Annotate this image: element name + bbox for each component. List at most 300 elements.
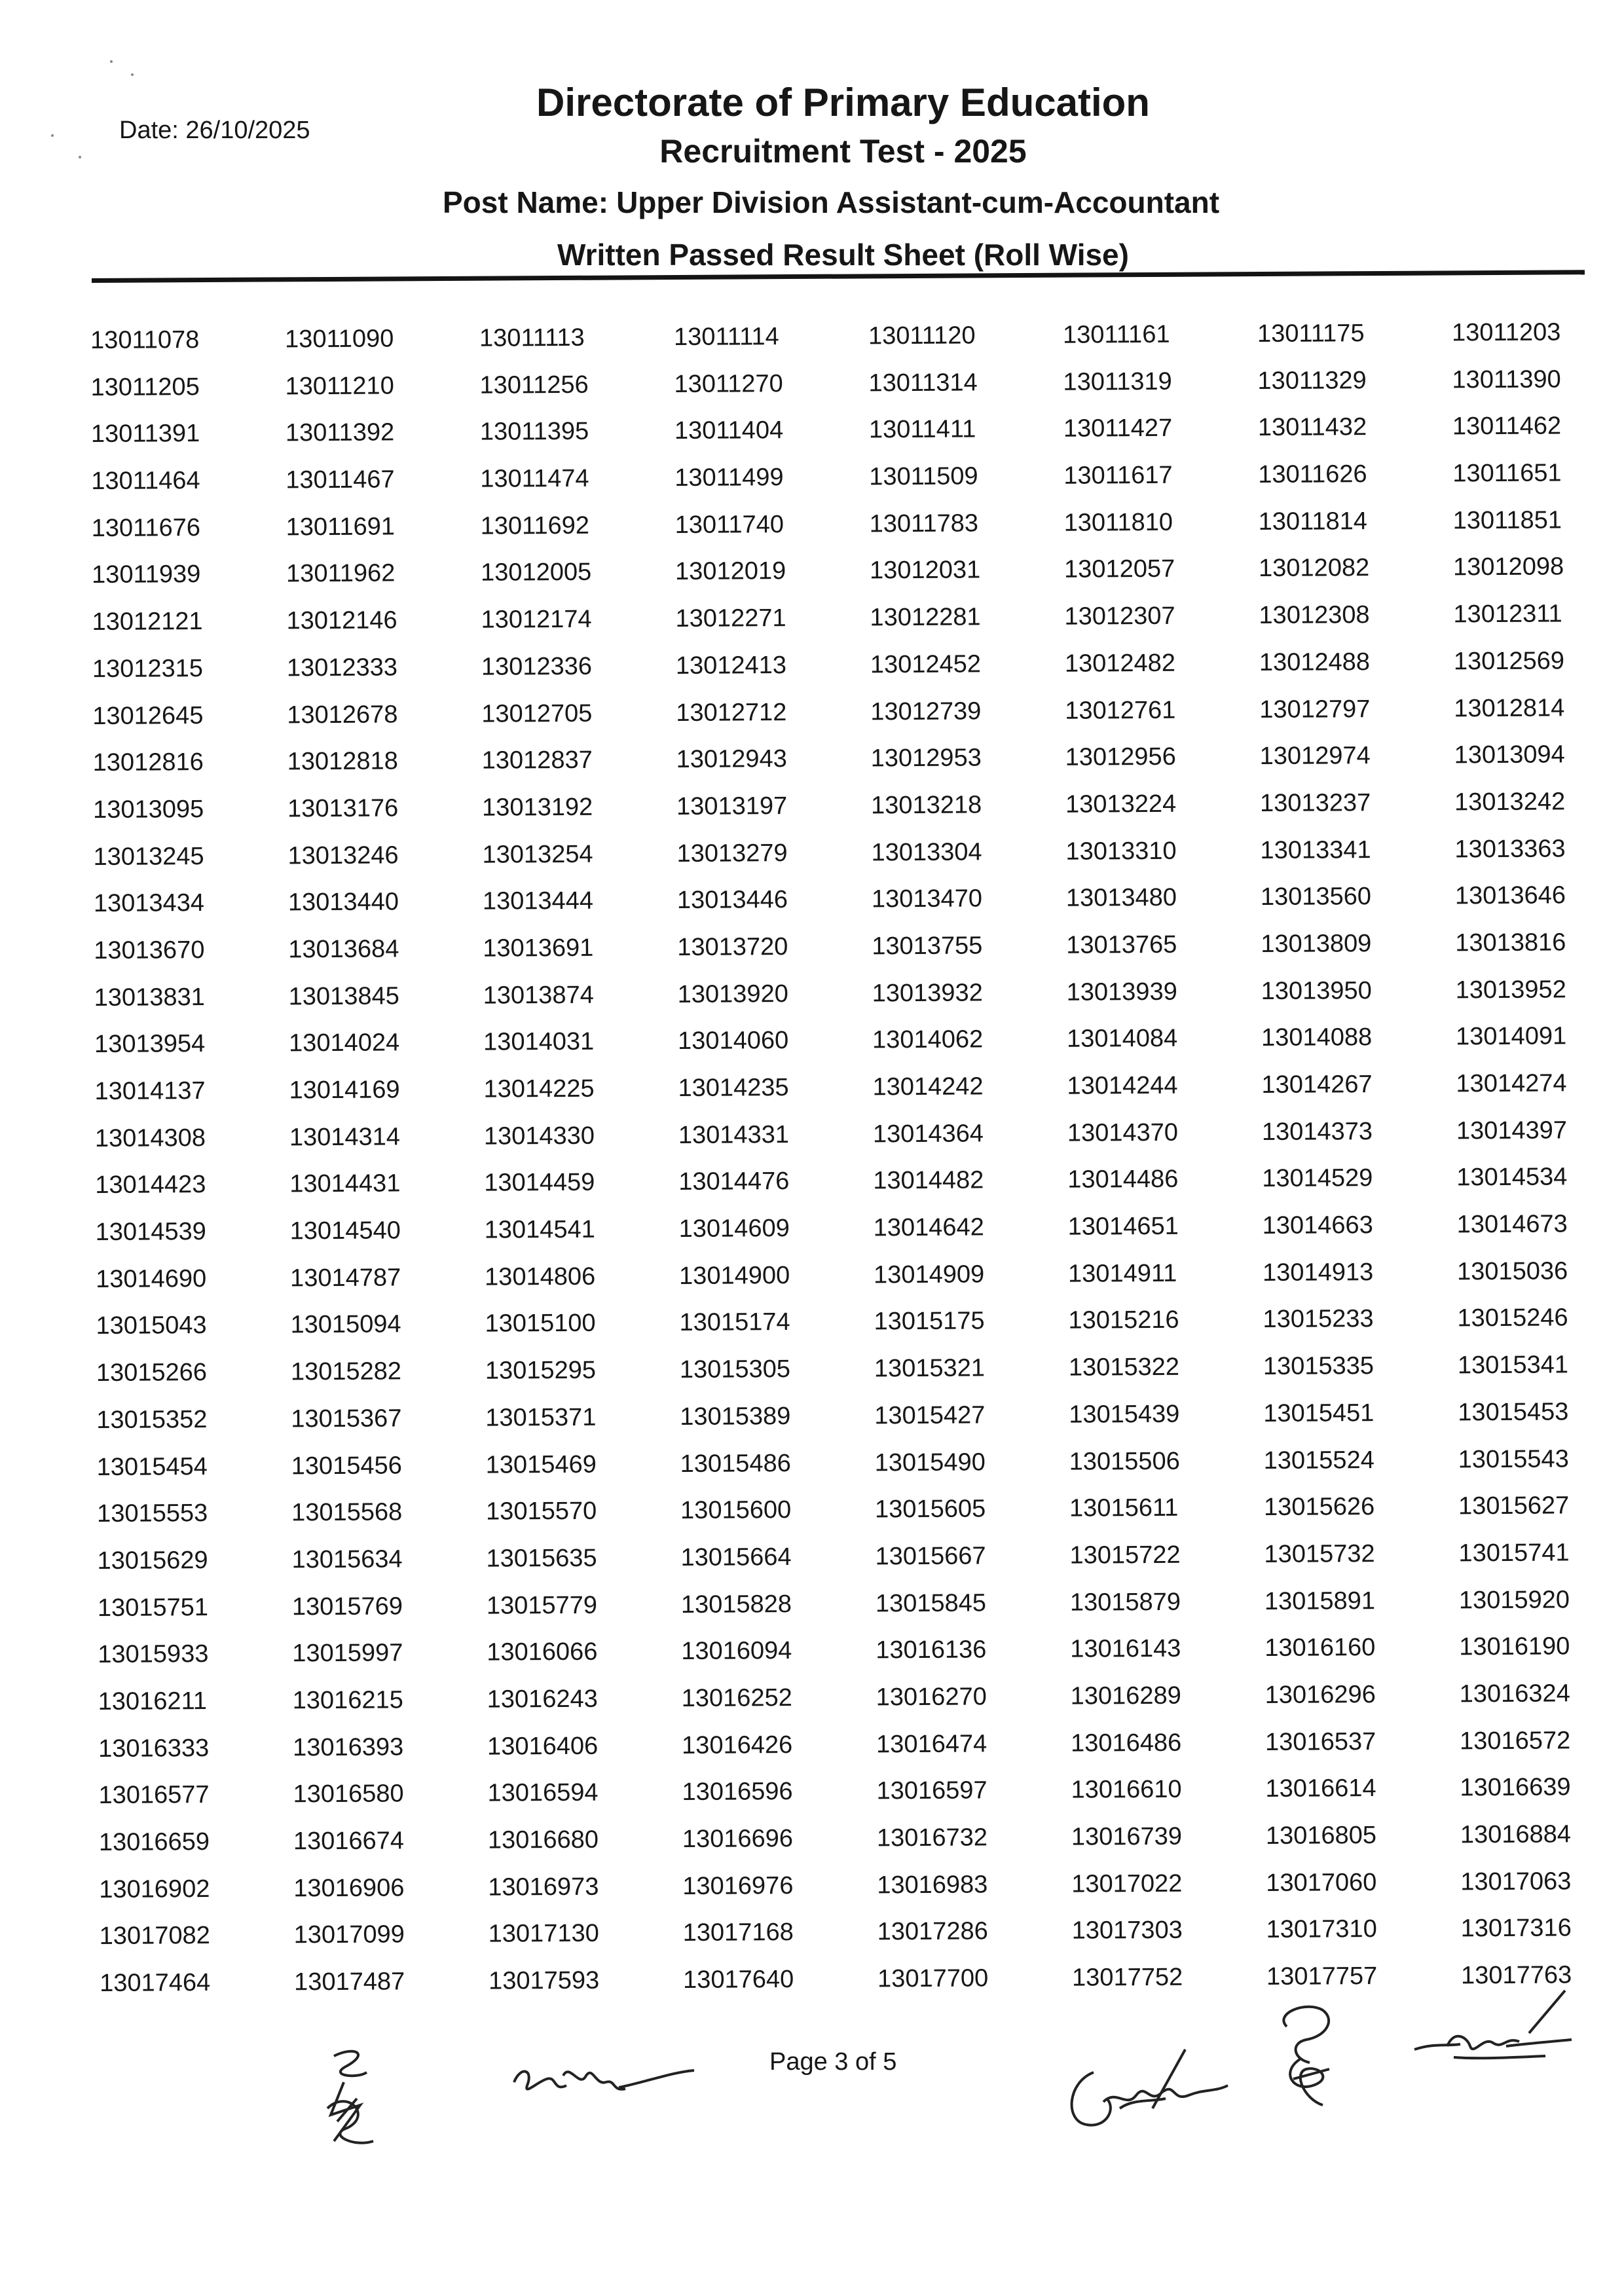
roll-number-cell: 13016805	[1265, 1822, 1377, 1850]
roll-number-cell: 13013218	[870, 791, 982, 820]
roll-number-cell: 13015629	[97, 1546, 208, 1575]
roll-number-cell: 13012452	[870, 650, 982, 679]
roll-number-cell: 13017082	[99, 1922, 210, 1951]
roll-number-cell: 13011078	[90, 326, 200, 354]
roll-number-cell: 13015246	[1457, 1304, 1568, 1332]
roll-number-cell: 13013440	[287, 888, 399, 917]
roll-number-cell: 13015043	[96, 1312, 207, 1340]
roll-number-cell: 13014060	[677, 1027, 789, 1056]
roll-number-cell: 13012057	[1063, 555, 1175, 584]
roll-number-cell: 13015456	[291, 1451, 402, 1480]
roll-number-cell: 13015933	[98, 1640, 209, 1669]
roll-number-cell: 13015389	[680, 1402, 791, 1431]
roll-number-cell: 13013224	[1065, 790, 1177, 818]
roll-number-cell: 13014787	[289, 1264, 401, 1293]
roll-number-cell: 13016577	[98, 1781, 210, 1810]
roll-number-cell: 13014534	[1456, 1163, 1568, 1192]
roll-number-cell: 13015634	[291, 1545, 403, 1574]
roll-number-cell: 13016094	[681, 1637, 792, 1666]
roll-number-cell: 13016580	[293, 1780, 404, 1808]
roll-number-cell: 13011626	[1258, 460, 1367, 489]
roll-number-cell: 13017099	[293, 1920, 405, 1949]
roll-number-cell: 13011427	[1063, 414, 1173, 443]
roll-number-cell: 13012174	[481, 605, 592, 634]
roll-number-cell: 13015626	[1263, 1493, 1375, 1522]
roll-number-cell: 13011256	[479, 371, 589, 399]
roll-number-cell: 13015920	[1458, 1585, 1570, 1614]
roll-number-cell: 13012413	[675, 651, 787, 680]
roll-number-cell: 13012678	[287, 700, 398, 729]
roll-number-cell: 13014397	[1456, 1116, 1568, 1145]
roll-number-cell: 13016289	[1070, 1681, 1181, 1710]
roll-number-cell: 13012082	[1258, 554, 1370, 583]
roll-number-cell: 13015627	[1458, 1492, 1570, 1520]
roll-number-cell: 13016215	[292, 1686, 403, 1715]
roll-number-cell: 13013670	[94, 936, 205, 964]
roll-number-cell: 13016270	[876, 1683, 987, 1712]
roll-number-cell: 13012482	[1064, 649, 1176, 678]
roll-number-cell: 13015174	[679, 1308, 790, 1337]
roll-number-cell: 13017022	[1071, 1869, 1183, 1898]
roll-number-cell: 13014663	[1262, 1211, 1373, 1240]
roll-number-cell: 13011090	[284, 325, 394, 354]
roll-number-cell: 13015305	[679, 1355, 791, 1384]
roll-number-cell: 13016597	[876, 1776, 987, 1805]
roll-number-cell: 13015611	[1069, 1494, 1179, 1522]
signature-2	[507, 2056, 697, 2108]
roll-number-cell: 13016906	[293, 1874, 405, 1902]
roll-number-cell: 13014911	[1067, 1259, 1177, 1288]
roll-number-cell: 13016190	[1459, 1632, 1570, 1661]
roll-number-cell: 13016696	[682, 1825, 794, 1853]
roll-number-cell: 13011464	[91, 467, 200, 496]
roll-number-cell: 13012311	[1453, 600, 1562, 629]
roll-number-cell: 13015335	[1263, 1352, 1375, 1381]
roll-number-cell: 13013480	[1065, 883, 1177, 912]
roll-number-cell: 13016160	[1264, 1634, 1376, 1662]
sheet-title: Written Passed Result Sheet (Roll Wise)	[557, 238, 1129, 272]
roll-number-cell: 13012098	[1452, 553, 1564, 581]
roll-number-cell: 13017757	[1266, 1962, 1378, 1991]
roll-number-cell: 13015605	[874, 1495, 986, 1524]
roll-number-cell: 13012146	[286, 606, 397, 635]
roll-number-cell: 13015321	[874, 1354, 986, 1383]
roll-number-cell: 13011432	[1257, 413, 1367, 442]
roll-number-cell: 13012121	[92, 608, 203, 636]
roll-number-cell: 13016614	[1265, 1774, 1376, 1803]
roll-number-cell: 13013831	[94, 983, 205, 1012]
roll-number-cell: 13017130	[488, 1920, 599, 1949]
roll-number-cell: 13012956	[1065, 743, 1176, 771]
roll-number-cell: 13013363	[1454, 834, 1566, 863]
roll-number-cell: 13014031	[483, 1028, 595, 1056]
roll-number-cell: 13013341	[1260, 835, 1371, 864]
roll-number-cell: 13016976	[682, 1871, 794, 1900]
roll-number-cell: 13011740	[674, 510, 784, 539]
roll-number-cell: 13013242	[1454, 788, 1566, 817]
roll-number-cell: 13016902	[99, 1875, 210, 1903]
roll-number-cell: 13012761	[1065, 696, 1176, 725]
roll-number-cell: 13012488	[1259, 648, 1371, 676]
roll-number-cell: 13014088	[1261, 1023, 1373, 1052]
roll-number-cell: 13013560	[1260, 883, 1372, 911]
roll-number-cell: 13014423	[95, 1171, 206, 1200]
roll-number-cell: 13012705	[481, 699, 593, 728]
roll-number-cell: 13014308	[94, 1124, 206, 1152]
roll-number-cell: 13012814	[1454, 693, 1565, 722]
roll-number-cell: 13014913	[1262, 1258, 1374, 1287]
roll-number-cell: 13011474	[480, 464, 589, 493]
roll-number-cell: 13015175	[874, 1307, 985, 1336]
roll-number-cell: 13015751	[97, 1593, 209, 1622]
roll-number-cell: 13015486	[680, 1449, 791, 1478]
roll-number-cell: 13015341	[1457, 1351, 1569, 1380]
roll-number-cell: 13012797	[1259, 695, 1371, 724]
roll-number-cell: 13015371	[485, 1403, 597, 1432]
roll-number-cell: 13015664	[680, 1543, 792, 1571]
roll-number-cell: 13012281	[870, 603, 981, 632]
roll-number-cell: 13014642	[873, 1213, 984, 1242]
roll-number-cell: 13014084	[1066, 1025, 1178, 1054]
roll-number-cell: 13016572	[1459, 1727, 1571, 1755]
roll-number-cell: 13015997	[292, 1639, 403, 1668]
roll-number-cell: 13015845	[875, 1588, 987, 1617]
roll-number-cell: 13013254	[482, 840, 593, 869]
roll-number-cell: 13015282	[290, 1357, 402, 1386]
roll-number-cell: 13017763	[1460, 1961, 1572, 1990]
roll-number-cell: 13017700	[877, 1964, 989, 1993]
roll-number-cell: 13014330	[483, 1122, 595, 1150]
roll-number-cell: 13013952	[1455, 976, 1566, 1004]
roll-number-cell: 13015769	[291, 1592, 403, 1621]
roll-number-cell: 13011114	[673, 323, 779, 352]
signature-3	[1054, 2036, 1231, 2135]
roll-number-cell: 13012315	[92, 654, 204, 683]
signature-1	[308, 2043, 399, 2154]
roll-number-cell: 13012816	[92, 748, 204, 777]
roll-number-cell: 13011404	[674, 416, 784, 445]
roll-number-cell: 13013755	[872, 932, 983, 961]
roll-number-cell: 13011509	[869, 462, 978, 491]
roll-number-cell: 13014609	[678, 1215, 790, 1243]
roll-number-cell: 13017286	[877, 1917, 988, 1946]
scan-speck	[131, 73, 134, 76]
roll-number-cell: 13016333	[98, 1734, 210, 1763]
roll-number-cell: 13017752	[1071, 1963, 1183, 1992]
roll-number-cell: 13011391	[90, 420, 200, 449]
roll-number-cell: 13011113	[479, 323, 585, 352]
roll-number-cell: 13015600	[680, 1496, 792, 1525]
roll-number-cell: 13016243	[487, 1685, 598, 1714]
roll-number-cell: 13011651	[1452, 459, 1562, 488]
roll-number-cell: 13014169	[289, 1076, 400, 1105]
roll-number-cell: 13011467	[286, 466, 395, 494]
roll-number-cell: 13016296	[1264, 1681, 1376, 1709]
roll-number-cell: 13017060	[1266, 1868, 1377, 1897]
roll-number-cell: 13013237	[1259, 788, 1371, 817]
roll-number-cell: 13012307	[1064, 602, 1175, 631]
roll-number-cell: 13015427	[874, 1401, 986, 1430]
roll-number-cell: 13012019	[674, 557, 786, 586]
roll-number-cell: 13015553	[97, 1499, 208, 1528]
roll-number-cell: 13016884	[1460, 1820, 1572, 1849]
roll-number-cell: 13015451	[1263, 1399, 1375, 1427]
post-name	[443, 185, 1219, 220]
scan-speck	[110, 60, 113, 63]
roll-number-cell: 13011390	[1452, 365, 1561, 394]
roll-number-cell: 13011210	[285, 372, 394, 401]
roll-number-cell: 13015490	[874, 1448, 986, 1477]
roll-number-cell: 13014274	[1456, 1069, 1567, 1098]
roll-number-cell: 13013684	[288, 935, 399, 964]
roll-number-cell: 13016324	[1459, 1680, 1570, 1708]
roll-number-cell: 13017063	[1460, 1867, 1572, 1896]
roll-number-cell: 13016659	[98, 1828, 210, 1856]
organization-title: Directorate of Primary Education	[536, 81, 1150, 124]
roll-number-cell: 13014242	[872, 1073, 984, 1101]
roll-number-cell: 13015233	[1263, 1305, 1374, 1334]
roll-number-cell: 13015469	[485, 1450, 597, 1479]
roll-number-cell: 13015266	[96, 1359, 208, 1387]
roll-number-cell: 13011499	[674, 464, 784, 492]
roll-number-cell: 13013950	[1261, 976, 1372, 1005]
roll-number-cell: 13013095	[92, 795, 204, 824]
roll-number-cell: 13013691	[483, 934, 594, 963]
roll-number-cell: 13015439	[1069, 1400, 1180, 1429]
roll-number-cell: 13011319	[1063, 367, 1172, 396]
roll-number-cell: 13012308	[1259, 601, 1370, 630]
roll-number-cell: 13011783	[869, 509, 979, 538]
roll-number-cell: 13014364	[872, 1120, 984, 1148]
roll-number-cell: 13017303	[1071, 1917, 1183, 1945]
roll-number-cell: 13015295	[485, 1356, 597, 1385]
roll-number-cell: 13011411	[868, 415, 976, 444]
signature-5	[1408, 1984, 1578, 2076]
roll-number-cell: 13013939	[1066, 978, 1177, 1006]
roll-number-cell: 13014091	[1455, 1022, 1567, 1051]
roll-number-cell: 13016066	[487, 1638, 598, 1666]
roll-number-cell: 13013932	[872, 979, 983, 1007]
roll-number-cell: 13016143	[1070, 1634, 1181, 1663]
roll-number-cell: 13016674	[293, 1827, 405, 1856]
roll-number-cell: 13013310	[1065, 837, 1177, 866]
roll-number-cell: 13014806	[484, 1262, 596, 1291]
roll-number-cell: 13014235	[678, 1074, 789, 1103]
roll-number-cell: 13013279	[676, 839, 788, 868]
roll-number-cell: 13011810	[1063, 508, 1173, 537]
roll-number-cell: 13014244	[1067, 1071, 1178, 1100]
roll-number-cell: 13016252	[681, 1683, 792, 1712]
roll-number-cell: 13016739	[1071, 1822, 1183, 1851]
post-label: Post Name:	[443, 185, 609, 219]
roll-number-cell: 13013197	[676, 792, 788, 820]
roll-number-cell: 13014482	[873, 1166, 984, 1195]
roll-number-cell: 13015453	[1458, 1398, 1569, 1427]
roll-number-cell: 13013176	[287, 794, 399, 823]
roll-number-cell: 13011175	[1257, 320, 1365, 348]
roll-number-cell: 13011692	[480, 511, 590, 540]
roll-number-cell: 13013845	[288, 982, 399, 1010]
roll-number-cell: 13016211	[98, 1687, 208, 1716]
roll-number-cell: 13015524	[1263, 1446, 1375, 1475]
roll-number-cell: 13016136	[876, 1636, 987, 1664]
roll-number-cell: 13012271	[675, 604, 786, 633]
roll-number-cell: 13015732	[1264, 1539, 1375, 1568]
roll-number-cell: 13016486	[1070, 1729, 1182, 1757]
roll-number-cell: 13015828	[680, 1590, 792, 1619]
roll-number-cell: 13011314	[868, 369, 978, 397]
roll-number-cell: 13017593	[488, 1966, 600, 1995]
roll-number-cell: 13012005	[480, 559, 592, 587]
roll-number-cell: 13015722	[1069, 1541, 1181, 1570]
roll-number-cell: 13013646	[1454, 881, 1566, 910]
roll-number-cell: 13012739	[870, 697, 982, 725]
roll-number-cell: 13013304	[871, 837, 982, 866]
roll-number-cell: 13015667	[875, 1542, 986, 1571]
roll-number-cell: 13015570	[485, 1497, 597, 1526]
roll-number-cell: 13011161	[1062, 320, 1170, 349]
roll-number-cell: 13017640	[682, 1966, 794, 1994]
roll-number-cell: 13015367	[291, 1405, 402, 1433]
roll-number-cell: 13016983	[877, 1871, 988, 1900]
roll-number-cell: 13016639	[1460, 1773, 1571, 1802]
roll-number-cell: 13016474	[876, 1730, 987, 1758]
roll-number-cell: 13014690	[96, 1264, 207, 1293]
roll-number-cell: 13015741	[1458, 1539, 1570, 1568]
roll-number-cell: 13011395	[479, 418, 589, 447]
roll-number-cell: 13013470	[871, 885, 983, 913]
roll-number-cell: 13011392	[285, 418, 395, 447]
roll-number-cell: 13017310	[1266, 1915, 1377, 1944]
roll-number-cell: 13013874	[483, 981, 594, 1010]
roll-number-cell: 13012645	[92, 701, 204, 730]
roll-number-cell: 13017316	[1460, 1914, 1572, 1943]
roll-number-cell: 13012837	[481, 746, 593, 775]
roll-number-cell: 13015100	[485, 1310, 596, 1338]
roll-number-cell: 13015216	[1068, 1306, 1179, 1335]
roll-number-cell: 13014267	[1261, 1071, 1373, 1099]
roll-number-cell: 13013094	[1454, 741, 1565, 769]
roll-number-cell: 13014909	[873, 1260, 985, 1289]
roll-number-cell: 13014900	[678, 1261, 790, 1290]
roll-number-cell: 13014373	[1261, 1117, 1373, 1146]
roll-number-cell: 13016680	[487, 1826, 599, 1854]
roll-number-cell: 13016393	[293, 1733, 404, 1761]
roll-number-cell: 13015506	[1069, 1447, 1180, 1476]
roll-number-cell: 13016537	[1264, 1727, 1376, 1756]
roll-number-cell: 13012569	[1453, 647, 1565, 676]
roll-number-cell: 13011617	[1063, 461, 1173, 490]
roll-number-cell: 13014314	[289, 1123, 401, 1152]
exam-title: Recruitment Test - 2025	[659, 133, 1027, 170]
roll-number-cell: 13013920	[677, 980, 788, 1008]
roll-number-cell: 13011462	[1452, 412, 1562, 441]
roll-number-cell: 13012818	[287, 747, 398, 776]
roll-number-cell: 13015891	[1264, 1587, 1376, 1615]
roll-number-cell: 13015036	[1456, 1257, 1568, 1286]
roll-number-cell: 13014539	[95, 1218, 206, 1247]
roll-number-cell: 13011203	[1451, 318, 1561, 347]
roll-number-cell: 13013446	[676, 886, 788, 915]
roll-number-cell: 13015543	[1458, 1444, 1569, 1473]
roll-number-cell: 13015635	[486, 1544, 597, 1573]
roll-number-cell: 13012953	[870, 744, 982, 773]
roll-number-cell: 13011691	[286, 513, 396, 542]
roll-number-cell: 13014062	[872, 1025, 984, 1054]
roll-number-cell: 13017168	[682, 1919, 794, 1947]
signature-4	[1267, 2000, 1346, 2125]
roll-number-cell: 13012712	[676, 698, 787, 727]
roll-number-cell: 13013720	[677, 933, 788, 961]
roll-number-cell: 13011962	[286, 559, 396, 588]
roll-number-cell: 13011120	[868, 321, 976, 350]
roll-number-cell: 13011205	[90, 373, 200, 401]
date-label: Date: 26/10/2025	[119, 117, 310, 144]
roll-number-cell: 13014541	[484, 1215, 595, 1244]
roll-number-cell: 13015322	[1068, 1353, 1180, 1382]
roll-number-cell: 13014431	[289, 1169, 401, 1198]
roll-number-cell: 13011939	[91, 560, 201, 589]
roll-number-cell: 13014137	[94, 1077, 206, 1105]
roll-number-cell: 13012031	[869, 556, 981, 585]
roll-number-cell: 13012943	[676, 745, 787, 774]
roll-number-cell: 13013246	[287, 841, 399, 870]
roll-number-cell: 13014529	[1262, 1164, 1373, 1193]
roll-number-cell: 13016610	[1071, 1776, 1182, 1804]
roll-number-cell: 13012336	[481, 652, 593, 681]
roll-number-cell: 13014673	[1456, 1210, 1568, 1239]
roll-number-table	[90, 319, 1624, 2017]
roll-number-cell: 13013434	[93, 889, 205, 918]
roll-number-cell: 13014486	[1067, 1166, 1179, 1194]
roll-number-cell: 13016426	[681, 1731, 793, 1759]
roll-number-cell: 13013245	[93, 842, 204, 871]
roll-number-cell: 13014370	[1067, 1118, 1179, 1147]
roll-number-cell: 13013809	[1261, 930, 1372, 958]
roll-number-cell: 13015352	[96, 1405, 208, 1434]
roll-number-cell: 13011851	[1452, 506, 1562, 535]
roll-number-cell: 13017487	[294, 1968, 405, 1996]
post-value: Upper Division Assistant-cum-Accountant	[616, 185, 1220, 219]
roll-number-cell: 13014476	[678, 1167, 790, 1196]
roll-number-cell: 13016594	[487, 1779, 599, 1807]
roll-number-cell: 13015094	[290, 1310, 401, 1339]
roll-number-cell: 13016973	[488, 1873, 599, 1901]
roll-number-cell: 13015568	[291, 1498, 403, 1527]
roll-number-cell: 13016596	[682, 1778, 793, 1807]
roll-number-cell: 13013954	[94, 1030, 206, 1059]
roll-number-cell: 13016406	[487, 1732, 599, 1761]
roll-number-cell: 13015879	[1069, 1588, 1181, 1617]
roll-number-cell: 13015779	[486, 1591, 598, 1620]
roll-number-cell: 13012974	[1259, 742, 1371, 771]
roll-number-cell: 13017464	[100, 1969, 211, 1998]
roll-number-cell: 13011814	[1258, 507, 1368, 536]
roll-number-cell: 13011270	[674, 369, 783, 398]
roll-number-cell: 13014225	[483, 1074, 595, 1103]
roll-number-cell: 13015454	[96, 1452, 208, 1481]
roll-number-cell: 13013816	[1455, 928, 1566, 957]
roll-number-cell: 13014331	[678, 1120, 790, 1149]
roll-number-cell: 13011676	[91, 513, 201, 542]
roll-number-cell: 13014540	[289, 1217, 401, 1245]
page-number: Page 3 of 5	[769, 2048, 897, 2076]
roll-number-cell: 13013765	[1066, 930, 1177, 959]
roll-number-cell: 13014651	[1067, 1212, 1179, 1241]
roll-number-cell: 13016732	[876, 1824, 988, 1852]
roll-number-cell: 13014459	[484, 1169, 595, 1198]
roll-number-cell: 13012333	[286, 653, 398, 682]
